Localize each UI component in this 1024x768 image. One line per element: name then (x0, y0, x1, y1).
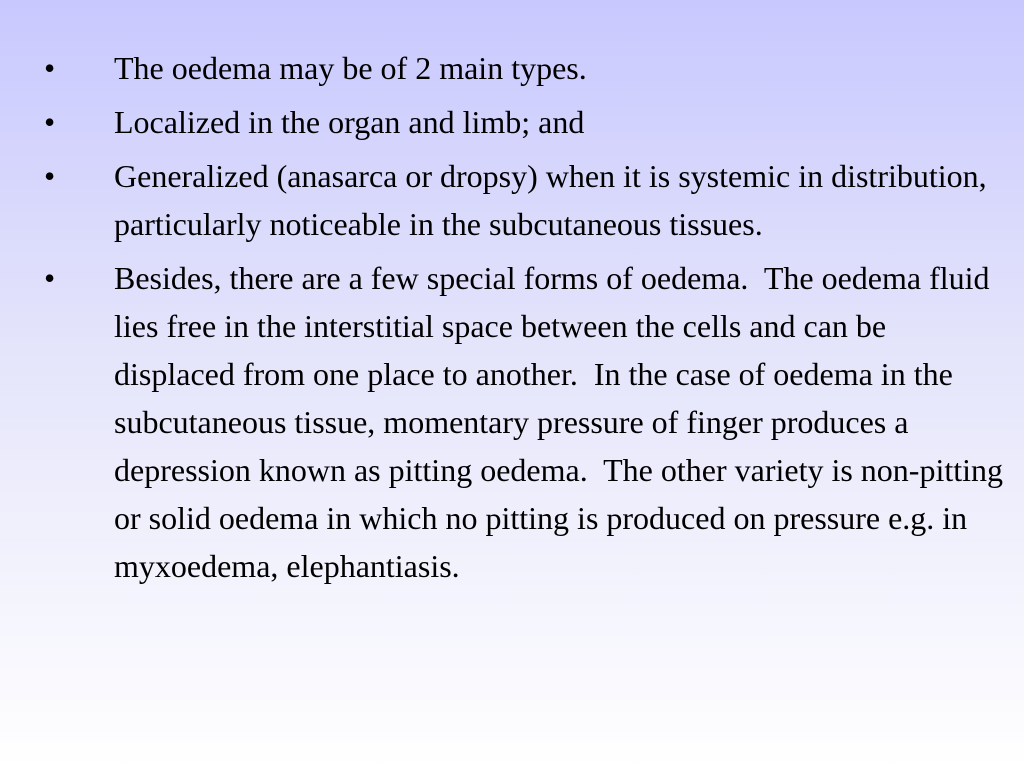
bullet-text: Generalized (anasarca or dropsy) when it is systemic in distribution, particularly noticeable in the subcutaneous tissues. (114, 158, 995, 242)
bullet-text: Besides, there are a few special forms of oedema. The oedema fluid lies free in the interstitial space between the cells and can be displaced from one place to another. In the case of oedema in the subcutaneous tissue, momentary pressure of finger produces a depression known as pitting oedema. The other variety is non-pitting or solid oedema in which no pitting is produced on pressure e.g. in myxoedema, elephantiasis. (114, 260, 1012, 584)
bullet-marker-icon: • (44, 50, 56, 86)
bullet-text: The oedema may be of 2 main types. (114, 50, 587, 86)
bullet-item (0, 44, 1024, 92)
bullet-marker-icon: • (44, 260, 56, 296)
bullet-marker-icon: • (44, 158, 56, 194)
bullet-item (0, 254, 1024, 590)
bullet-marker-icon: • (44, 104, 56, 140)
bullet-item (0, 98, 1024, 146)
bullet-item (0, 152, 1024, 248)
bullet-text: Localized in the organ and limb; and (114, 104, 585, 140)
bullet-list (0, 44, 1024, 590)
